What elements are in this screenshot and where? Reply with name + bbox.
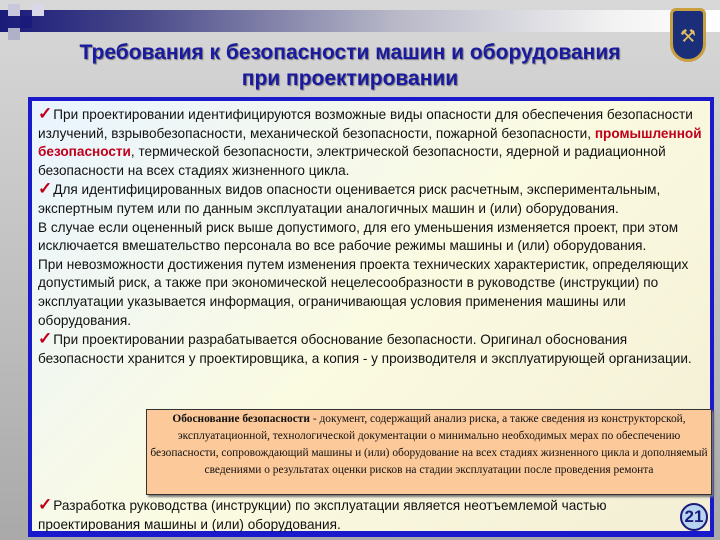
- check-icon: ✓: [38, 329, 53, 349]
- bullet-2: [38, 180, 704, 218]
- definition-term: Обоснование безопасности: [172, 413, 310, 425]
- content-box: [28, 97, 714, 537]
- check-icon: ✓: [38, 495, 53, 514]
- decor-square: [8, 28, 20, 40]
- emblem-logo: ⚒: [670, 8, 706, 62]
- bullet-4: [38, 496, 698, 534]
- highlight-text: промышленной безопасности: [38, 125, 702, 160]
- bullet-text: При проектировании идентифицируются возможные виды опасности для обеспечения безопасности излучений, взрывобезопасности, механической безопасности, пожарной безопасности,: [38, 107, 693, 141]
- decor-square: [8, 4, 20, 16]
- bullet-2-para-2: В случае если оцененный риск выше допустимого, для его уменьшения изменяется проект, при этом исключается вмешательство персонала во все рабочие режимы машины и (или) оборудования.: [38, 219, 679, 254]
- decor-square: [32, 4, 44, 16]
- check-icon: ✓: [38, 104, 53, 123]
- bullet-text: , термической безопасности, электрической безопасности, ядерной и радиационной безопасности на всех стадиях жизненного цикла.: [38, 144, 666, 178]
- page-number-badge: 21: [680, 503, 708, 531]
- header-gradient-bar: [0, 10, 720, 32]
- title-line-1: Требования к безопасности машин и оборудования: [79, 41, 621, 64]
- bullet-text: Для идентифицированных видов опасности оценивается риск расчетным, экспериментальным, экспертным путем или по данным эксплуатации аналогичных машин и (или) оборудования.: [38, 182, 661, 216]
- title-line-2: при проектировании: [241, 67, 459, 90]
- check-icon: ✓: [38, 179, 53, 199]
- bullet-3: [38, 330, 704, 368]
- bullet-1: [38, 105, 704, 180]
- bullet-text: При проектировании разрабатывается обоснование безопасности. Оригинал обоснования безопасности хранится у проектировщика, а копия - у производителя и эксплуатирующей организации.: [38, 332, 692, 366]
- slide-title: [40, 40, 660, 92]
- decor-square: [20, 16, 32, 28]
- bullet-text: Разработка руководства (инструкции) по эксплуатации является неотъемлемой частью проектирования машины и (или) оборудования.: [38, 498, 607, 532]
- definition-box: [146, 409, 712, 495]
- definition-body: - документ, содержащий анализ риска, а также сведения из конструкторской, эксплуатационной, технологической документации о минимально необходимых мерах по обеспечению безопасности, сопровождающий машины и (или) оборудование на всех стадиях жизненного цикла и дополняемый сведениями о результатах оценки рисков на стадии эксплуатации после проведения ремонта: [150, 413, 708, 476]
- bullet-2-para-3: При невозможности достижения путем изменения проекта технических характеристик, определяющих допустимый риск, а также при экономической нецелесообразности в руководстве (инструкции) по эксплуатации указывается информация, ограничивающая условия применения машины или оборудования.: [38, 256, 689, 328]
